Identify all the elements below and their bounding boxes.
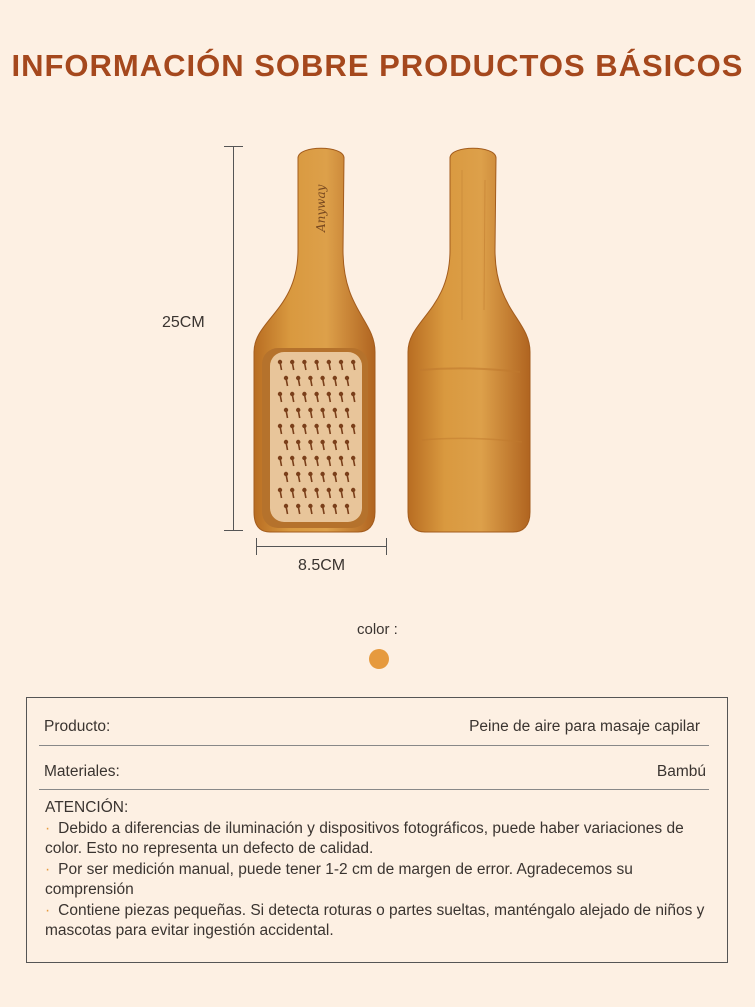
notice-item: · Por ser medición manual, puede tener 1-2 cm de margen de error. Agradecemos su comprensión [45, 860, 633, 898]
bristle-tip [284, 504, 288, 508]
bristle-tip [327, 424, 331, 428]
bristle-tip [308, 504, 312, 508]
spec-key: Producto: [44, 718, 111, 735]
notice-section [45, 798, 715, 942]
bristle-tip [284, 408, 288, 412]
bristle-tip [327, 360, 331, 364]
bristle-tip [320, 440, 324, 444]
bristle-tip [345, 440, 349, 444]
bristle-tip [284, 440, 288, 444]
width-dimension-cap-left [256, 538, 257, 555]
bristle-tip [284, 472, 288, 476]
spec-value: Peine de aire para masaje capilar [469, 718, 700, 735]
bristle-tip [320, 472, 324, 476]
notice-heading: ATENCIÓN: [45, 799, 129, 816]
bristle-tip [351, 392, 355, 396]
bristle-tip [308, 440, 312, 444]
bristle-tip [296, 504, 300, 508]
spec-key: Materiales: [44, 763, 120, 780]
bristle-tip [339, 488, 343, 492]
bullet-icon: · [45, 901, 51, 919]
bristle-tip [284, 376, 288, 380]
bristle-tip [290, 424, 294, 428]
bristle-tip [290, 456, 294, 460]
bristle-tip [296, 408, 300, 412]
width-label: 8.5CM [298, 557, 346, 574]
bristle-tip [302, 456, 306, 460]
bristle-tip [314, 456, 318, 460]
brush-front [254, 148, 375, 532]
bristle-tip [320, 504, 324, 508]
bristle-tip [296, 440, 300, 444]
bristle-tip [339, 392, 343, 396]
color-label: color : [357, 621, 398, 638]
notice-item: · Contiene piezas pequeñas. Si detecta roturas o partes sueltas, manténgalo alejado de niños y mascotas para evitar ingestión accidental. [45, 901, 705, 939]
bristle-tip [278, 456, 282, 460]
bristle-tip [345, 408, 349, 412]
bristle-tip [308, 408, 312, 412]
bristle-tip [314, 360, 318, 364]
bristle-tip [290, 392, 294, 396]
bullet-icon: · [45, 860, 51, 878]
width-dimension-line [256, 546, 386, 547]
bristle-tip [333, 472, 337, 476]
bristle-tip [296, 376, 300, 380]
bristle-tip [290, 360, 294, 364]
bristle-tip [333, 376, 337, 380]
bristle-tip [302, 392, 306, 396]
bristle-tip [278, 360, 282, 364]
brush-back [408, 148, 530, 532]
bristle-tip [290, 488, 294, 492]
bristle-tip [327, 488, 331, 492]
bristle-tip [345, 504, 349, 508]
bristle-tip [302, 488, 306, 492]
bristle-tip [314, 488, 318, 492]
bristle-tip [327, 456, 331, 460]
bristle-tip [302, 360, 306, 364]
bristle-tip [278, 488, 282, 492]
bristle-tip [278, 424, 282, 428]
bristle-tip [339, 424, 343, 428]
height-dimension-line [233, 146, 234, 530]
bristle-tip [339, 456, 343, 460]
bristle-tip [351, 424, 355, 428]
spec-value: Bambú [656, 763, 706, 780]
bristle-tip [278, 392, 282, 396]
bristle-tip [333, 408, 337, 412]
color-swatch-orange[interactable] [369, 649, 389, 669]
bristle-tip [320, 408, 324, 412]
divider [39, 745, 709, 746]
divider [39, 789, 709, 790]
brush-brand-text: Anyway [314, 184, 328, 232]
width-dimension-cap-right [386, 538, 387, 555]
bullet-icon: · [45, 819, 51, 837]
page-title: INFORMACIÓN SOBRE PRODUCTOS BÁSICOS [11, 48, 744, 83]
bristle-tip [314, 424, 318, 428]
bristle-tip [314, 392, 318, 396]
bristle-tip [345, 376, 349, 380]
bristle-tip [320, 376, 324, 380]
notice-item: · Debido a diferencias de iluminación y dispositivos fotográficos, puede haber variaciones de color. Esto no representa un defecto de calidad. [45, 819, 684, 857]
bristle-tip [327, 392, 331, 396]
height-label: 25CM [162, 314, 205, 331]
bristle-tip [333, 504, 337, 508]
bristle-tip [333, 440, 337, 444]
bristle-tip [339, 360, 343, 364]
bristle-tip [345, 472, 349, 476]
bristle-tip [351, 488, 355, 492]
bristle-tip [302, 424, 306, 428]
product-info-box [26, 697, 728, 963]
bristle-tip [308, 376, 312, 380]
brush-illustration [240, 140, 560, 540]
bristle-tip [351, 456, 355, 460]
bristle-tip [296, 472, 300, 476]
bristle-tip [351, 360, 355, 364]
bristle-tip [308, 472, 312, 476]
